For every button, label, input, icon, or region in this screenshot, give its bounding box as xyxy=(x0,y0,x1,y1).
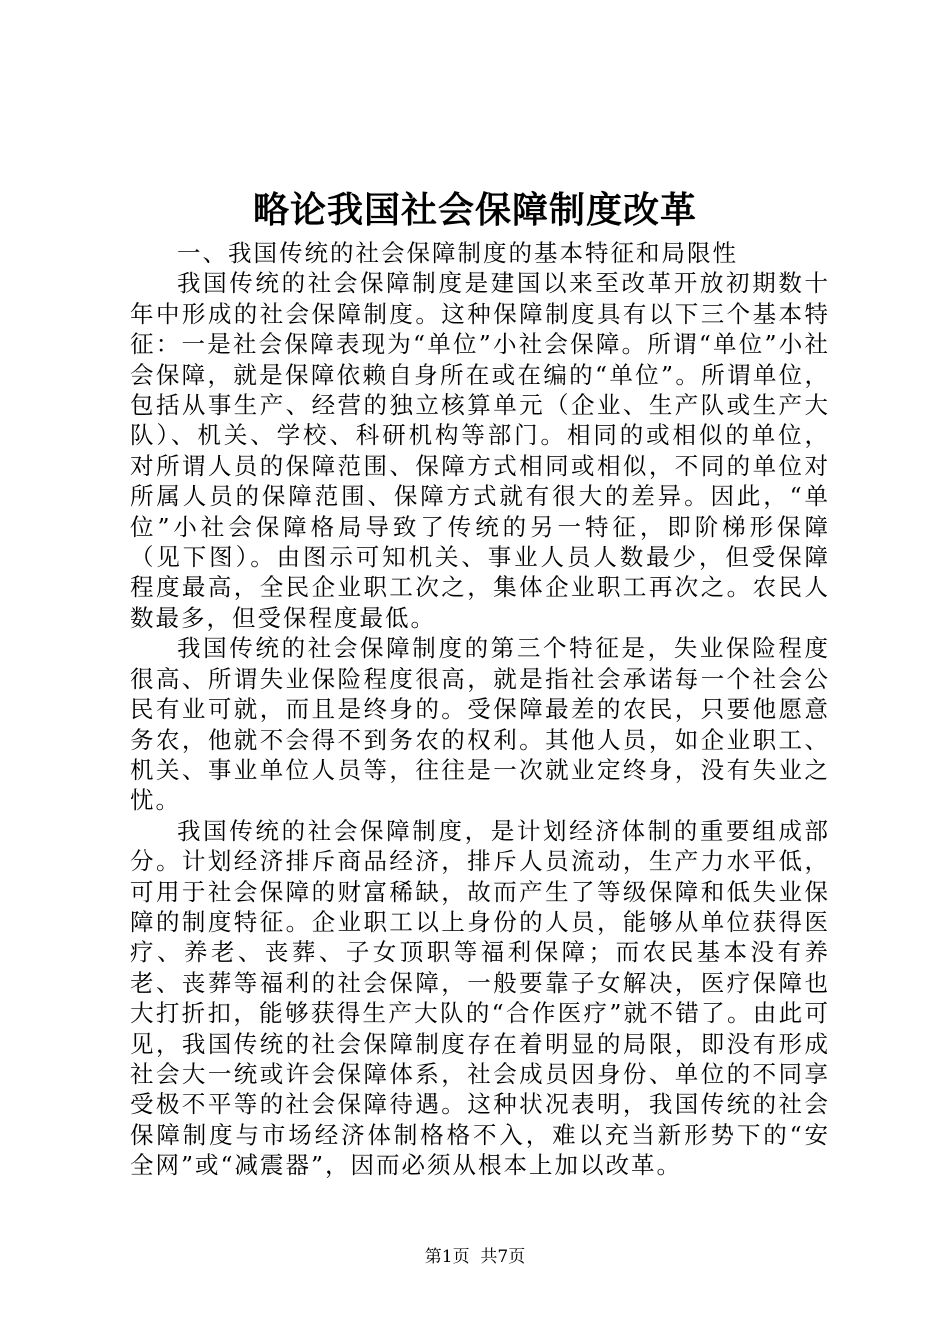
paragraph-2: 我国传统的社会保障制度的第三个特征是，失业保险程度很高、所谓失业保险程度很高，就是指社会承诺每一个社会公民有业可就，而且是终身的。受保障最差的农民，只要他愿意务农，他就不会得不到务农的权利。其他人员，如企业职工、机关、事业单位人员等，往往是一次就业定终身，没有失业之忧。 xyxy=(130,634,830,815)
paragraph-3: 我国传统的社会保障制度，是计划经济体制的重要组成部分。计划经济排斥商品经济，排斥人员流动，生产力水平低，可用于社会保障的财富稀缺，故而产生了等级保障和低失业保障的制度特征。企业职工以上身份的人员，能够从单位获得医疗、养老、丧葬、子女顶职等福利保障；而农民基本没有养老、丧葬等福利的社会保障，一般要靠子女解决，医疗保障也大打折扣，能够获得生产大队的“合作医疗”就不错了。由此可见，我国传统的社会保障制度存在着明显的局限，即没有形成社会大一统或许会保障体系，社会成员因身份、单位的不同享受极不平等的社会保障待遇。这种状况表明，我国传统的社会保障制度与市场经济体制格格不入，难以充当新形势下的“安全网”或“减震器”，因而必须从根本上加以改革。 xyxy=(130,816,830,1180)
page-number-total: 共7页 xyxy=(480,1247,526,1267)
document-body xyxy=(130,238,830,1181)
section-heading: 一、我国传统的社会保障制度的基本特征和局限性 xyxy=(177,239,738,267)
page-number-current: 第1页 xyxy=(424,1247,470,1267)
document-title: 略论我国社会保障制度改革 xyxy=(252,189,697,231)
paragraph-1: 我国传统的社会保障制度是建国以来至改革开放初期数十年中形成的社会保障制度。这种保障制度具有以下三个基本特征：一是社会保障表现为“单位”小社会保障。所谓“单位”小社会保障，就是保障依赖自身所在或在编的“单位”。所谓单位，包括从事生产、经营的独立核算单元（企业、生产队或生产大队）、机关、学校、科研机构等部门。相同的或相似的单位，对所谓人员的保障范围、保障方式相同或相似，不同的单位对所属人员的保障范围、保障方式就有很大的差异。因此，“单位”小社会保障格局导致了传统的另一特征，即阶梯形保障（见下图）。由图示可知机关、事业人员人数最少，但受保障程度最高，全民企业职工次之，集体企业职工再次之。农民人数最多，但受保程度最低。 xyxy=(130,269,830,632)
page-footer xyxy=(0,1246,950,1268)
